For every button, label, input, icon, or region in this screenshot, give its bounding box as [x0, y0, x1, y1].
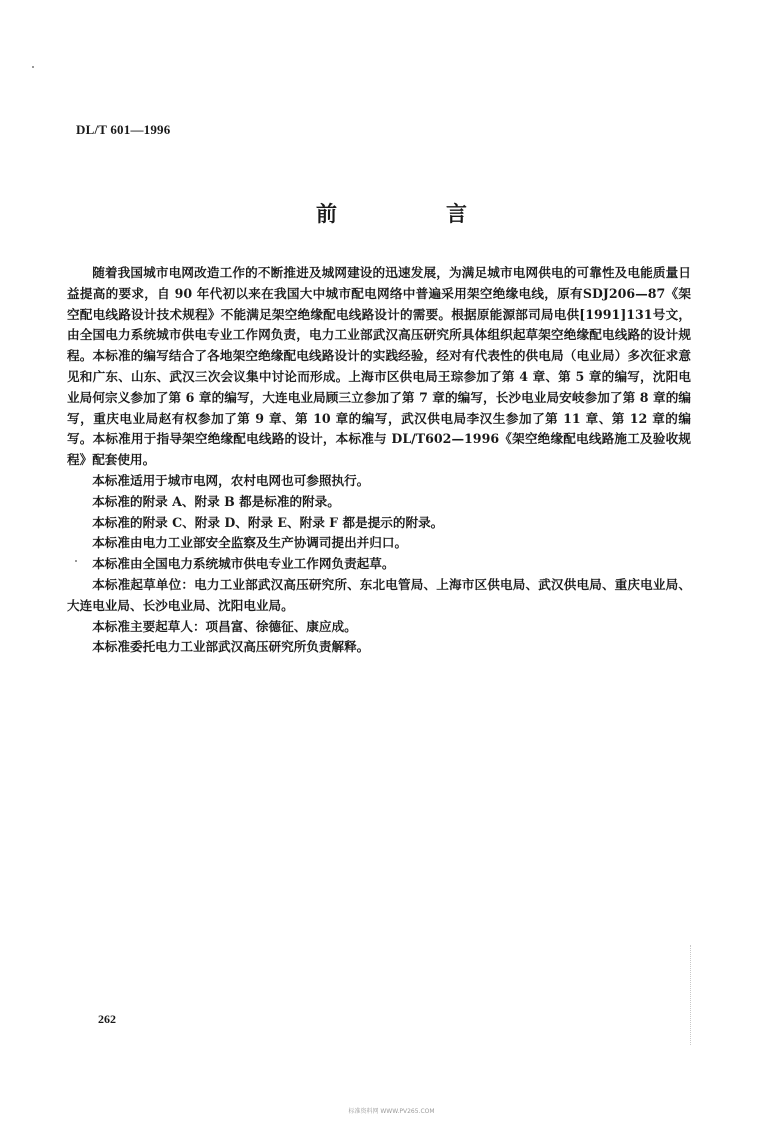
- preface-paragraph-2: 本标准适用于城市电网，农村电网也可参照执行。: [92, 472, 370, 488]
- standard-code: DL/T 601—1996: [76, 122, 171, 137]
- preface-paragraph-4: 本标准的附录 C、附录 D、附录 E、附录 F 都是提示的附录。: [92, 514, 444, 530]
- preface-paragraph-3: 本标准的附录 A、附录 B 都是标准的附录。: [92, 493, 340, 509]
- preface-paragraph-7: 本标准起草单位：电力工业部武汉高压研究所、东北电管局、上海市区供电局、武汉供电局、重庆电业局、大连电业局、长沙电业局、沈阳电业局。: [67, 576, 691, 613]
- page-number: 262: [98, 1012, 116, 1026]
- watermark: 标准资料网 WWW.PV265.COM: [348, 1108, 435, 1115]
- preface-paragraph-5: 本标准由电力工业部安全监察及生产协调司提出并归口。: [92, 535, 408, 551]
- scan-speck: [32, 66, 34, 68]
- preface-body: [67, 263, 691, 658]
- preface-paragraph-9: 本标准委托电力工业部武汉高压研究所负责解释。: [92, 639, 370, 655]
- scan-edge-line: [690, 945, 691, 1045]
- scan-speck: [75, 560, 77, 562]
- preface-paragraph-8: 本标准主要起草人：项昌富、徐德征、康应成。: [92, 618, 357, 634]
- preface-paragraph-6: 本标准由全国电力系统城市供电专业工作网负责起草。: [92, 556, 395, 572]
- preface-paragraph-1: 随着我国城市电网改造工作的不断推进及城网建设的迅速发展，为满足城市电网供电的可靠性及电能质量日益提高的要求，自 90 年代初以来在我国大中城市配电网络中普遍采用架空绝缘电线，原有SDJ206—87《架空配电线路设计技术规程》不能满足架空绝缘配电线路设计的需要。根据原能源部司局电供[1991]131号文，由全国电力系统城市供电专业工作网负责，电力工业部武汉高压研究所具体组织起草架空绝缘配电线路的设计规程。本标准的编写结合了各地架空绝缘配电线路设计的实践经验，经对有代表性的供电局（电业局）多次征求意见和广东、山东、武汉三次会议集中讨论而形成。上海市区供电局王琮参加了第 4 章、第 5 章的编写，沈阳电业局何宗义参加了第 6 章的编写，大连电业局顾三立参加了第 7 章的编写，长沙电业局安岐参加了第 8 章的编写，重庆电业局赵有权参加了第 9 章、第 10 章的编写，武汉供电局李汉生参加了第 11 章、第 12 章的编写。本标准用于指导架空绝缘配电线路的设计，本标准与 DL/T602—1996《架空绝缘配电线路施工及验收规程》配套使用。: [67, 265, 691, 468]
- page-title: 前 言: [316, 201, 511, 226]
